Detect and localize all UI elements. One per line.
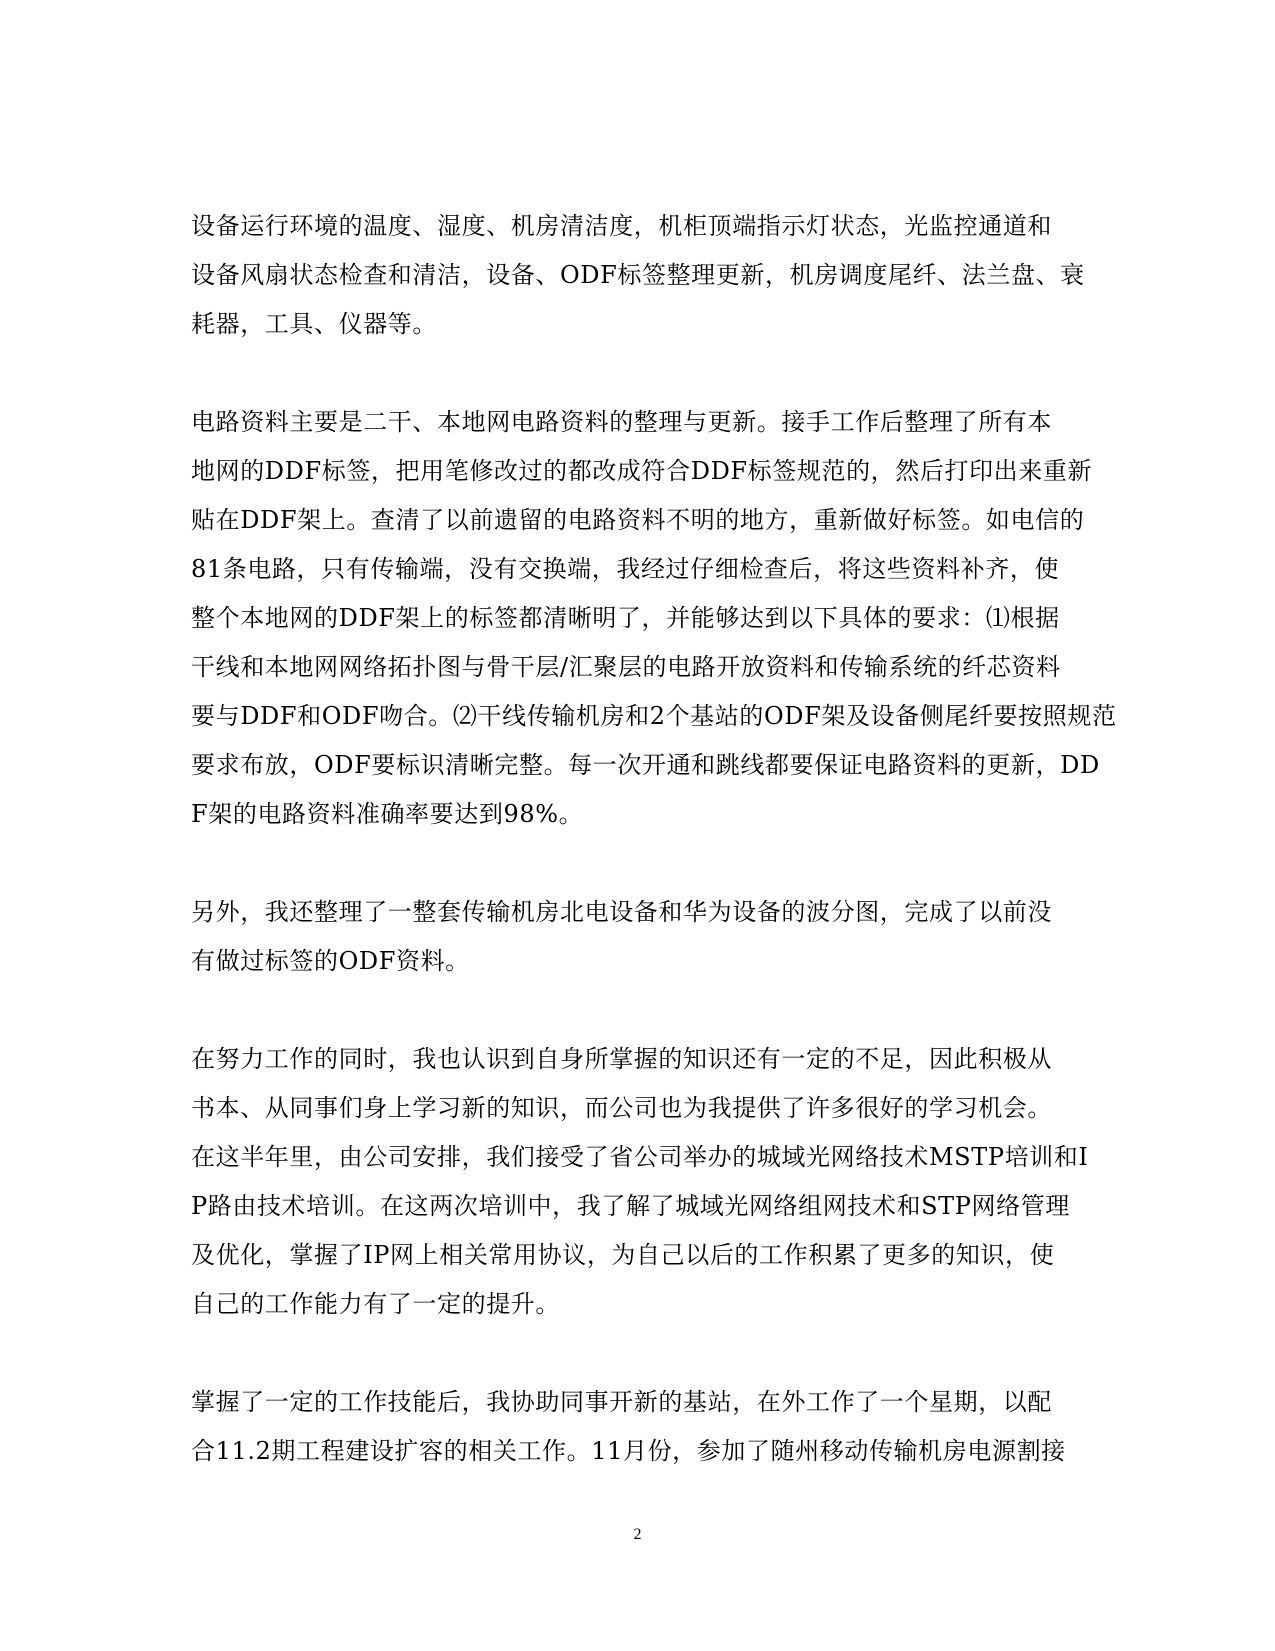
text-line: 81条电路，只有传输端，没有交换端，我经过仔细检查后，将这些资料补齐，使: [191, 555, 1060, 583]
paragraph-circuit-records: [191, 398, 1117, 839]
text-line: 有做过标签的ODF资料。: [191, 947, 470, 975]
text-line: 在努力工作的同时，我也认识到自身所掌握的知识还有一定的不足，因此积极从: [191, 1045, 1052, 1073]
text-line: 自己的工作能力有了一定的提升。: [191, 1290, 560, 1318]
text-line: 整个本地网的DDF架上的标签都清晰明了，并能够达到以下具体的要求：⑴根据: [191, 604, 1060, 632]
text-line: 地网的DDF标签，把用笔修改过的都改成符合DDF标签规范的，然后打印出来重新: [191, 457, 1093, 485]
text-line: 书本、从同事们身上学习新的知识，而公司也为我提供了许多很好的学习机会。: [191, 1094, 1052, 1122]
text-line: F架的电路资料准确率要达到98%。: [191, 800, 584, 828]
text-line: 要与DDF和ODF吻合。⑵干线传输机房和2个基站的ODF架及设备侧尾纤要按照规范: [191, 702, 1117, 730]
text-line: 设备风扇状态检查和清洁，设备、ODF标签整理更新，机房调度尾纤、法兰盘、衰: [191, 261, 1085, 289]
text-line: 掌握了一定的工作技能后，我协助同事开新的基站，在外工作了一个星期，以配: [191, 1388, 1052, 1416]
text-line: 及优化，掌握了IP网上相关常用协议，为自己以后的工作积累了更多的知识，使: [191, 1241, 1055, 1269]
text-line: 另外，我还整理了一整套传输机房北电设备和华为设备的波分图，完成了以前没: [191, 898, 1052, 926]
text-line: 耗器，工具、仪器等。: [191, 310, 437, 338]
text-line: 设备运行环境的温度、湿度、机房清洁度，机柜顶端指示灯状态，光监控通道和: [191, 212, 1052, 240]
paragraph-equipment-maintenance: [191, 202, 1085, 349]
paragraph-base-station-work: [191, 1378, 1081, 1476]
page-number: 2: [633, 1526, 642, 1543]
text-line: 在这半年里，由公司安排，我们接受了省公司举办的城域光网络技术MSTP培训和I: [191, 1143, 1089, 1171]
paragraph-wavelength-diagram: [191, 888, 1081, 986]
text-line: 贴在DDF架上。查清了以前遗留的电路资料不明的地方，重新做好标签。如电信的: [191, 506, 1085, 534]
paragraph-training: [191, 1035, 1089, 1329]
document-body: [191, 202, 1117, 1525]
text-line: 合11.2期工程建设扩容的相关工作。11月份，参加了随州移动传输机房电源割接: [191, 1437, 1066, 1465]
text-line: 要求布放，ODF要标识清晰完整。每一次开通和跳线都要保证电路资料的更新，DD: [191, 751, 1100, 779]
text-line: 电路资料主要是二干、本地网电路资料的整理与更新。接手工作后整理了所有本: [191, 408, 1052, 436]
text-line: 干线和本地网网络拓扑图与骨干层/汇聚层的电路开放资料和传输系统的纤芯资料: [191, 653, 1061, 681]
text-line: P路由技术培训。在这两次培训中，我了解了城域光网络组网技术和STP网络管理: [191, 1192, 1070, 1220]
